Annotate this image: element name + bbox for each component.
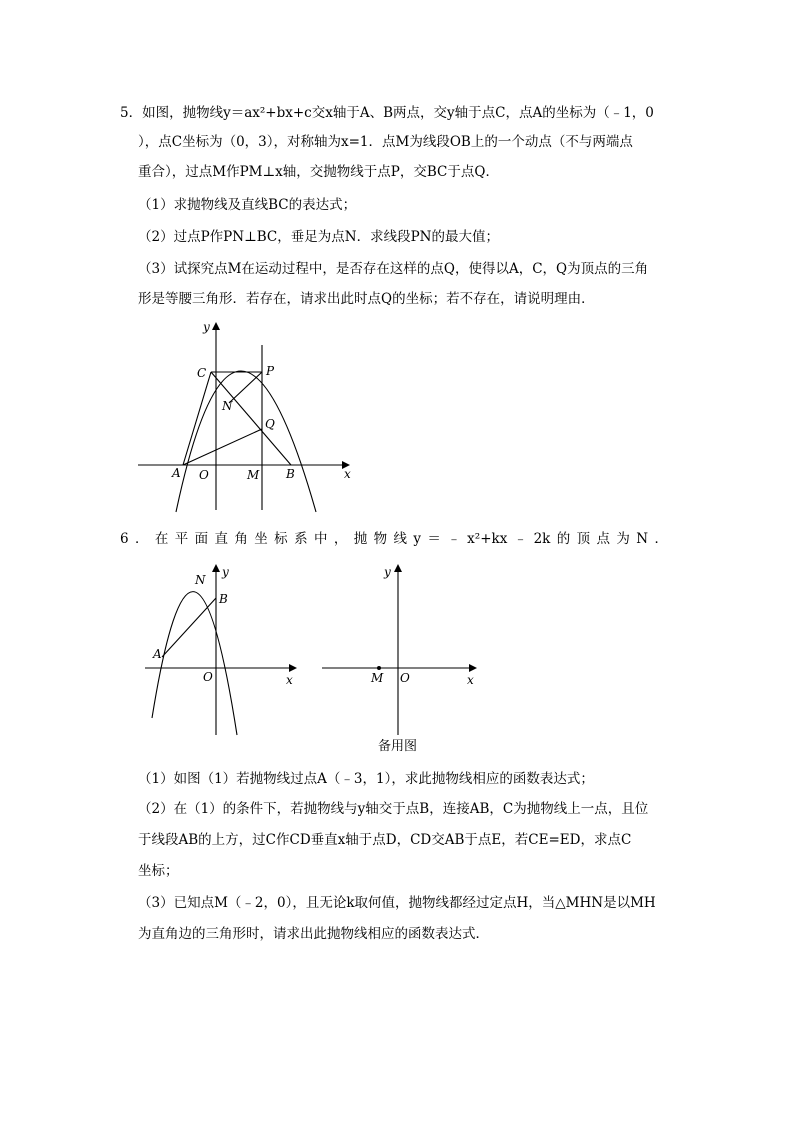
label-a: A <box>153 647 162 661</box>
problem-6-part-2: （2）在（1）的条件下，若抛物线与y轴交于点B，连接AB，C为抛物线上一点，且位 <box>138 801 649 817</box>
problem-5-part-3: （3）试探究点M在运动过程中，是否存在这样的点Q，使得以A，C，Q为顶点的三角 <box>138 261 649 277</box>
label-q: Q <box>265 417 275 431</box>
y-axis-arrow <box>394 564 402 572</box>
label-o: O <box>199 468 209 482</box>
label-b: B <box>219 592 228 606</box>
problem-6-part-1: （1）如图（1）若抛物线过点A（﹣3，1），求此抛物线相应的函数表达式； <box>138 771 594 787</box>
problem-5-line: ），点C坐标为（0，3），对称轴为x=1．点M为线段OB上的一个动点（不与两端点 <box>138 134 633 150</box>
label-o: O <box>203 670 213 684</box>
problem-5-line: 5．如图，抛物线y＝ax²+bx+c交x轴于A、B两点，交y轴于点C，点A的坐标为（﹣1，0 <box>120 105 654 121</box>
problem-6-intro: 6．在平面直角坐标系中，抛物线y＝﹣x²+kx﹣2k的顶点为N． <box>120 531 668 547</box>
label-x: x <box>344 467 351 481</box>
label-y: y <box>384 565 391 579</box>
label-n: N <box>222 399 233 413</box>
x-axis-arrow <box>469 664 477 672</box>
label-x: x <box>467 673 474 687</box>
label-m: M <box>371 671 384 685</box>
label-n: N <box>195 573 206 587</box>
problem-6-part-3: （3）已知点M（﹣2，0），且无论k取何值，抛物线都经过定点H，当△MHN是以MH <box>138 895 656 911</box>
label-y: y <box>222 565 229 579</box>
label-o: O <box>400 671 410 685</box>
problem-5-part-1: （1）求抛物线及直线BC的表达式； <box>138 197 357 213</box>
label-p: P <box>266 364 275 378</box>
label-a: A <box>172 466 181 480</box>
problem-6-line: 坐标； <box>138 863 179 879</box>
point-m <box>377 666 381 670</box>
problem-6-line: 于线段AB的上方，过C作CD垂直x轴于点D，CD交AB于点E，若CE=ED，求点C <box>138 832 632 848</box>
label-m: M <box>247 468 260 482</box>
label-b: B <box>286 467 295 481</box>
problem-5-line: 形是等腰三角形．若存在，请求出此时点Q的坐标；若不存在，请说明理由． <box>138 291 595 307</box>
problem-5-part-2: （2）过点P作PN⊥BC，垂足为点N．求线段PN的最大值； <box>138 229 499 245</box>
label-x: x <box>286 673 293 687</box>
problem-5-line: 重合），过点M作PM⊥x轴，交抛物线于点P，交BC于点Q． <box>138 164 499 180</box>
spare-figure-caption: 备用图 <box>378 739 418 754</box>
label-c: C <box>197 366 207 380</box>
label-y: y <box>203 320 210 334</box>
problem-6-line: 为直角边的三角形时，请求出此抛物线相应的函数表达式． <box>138 926 489 942</box>
